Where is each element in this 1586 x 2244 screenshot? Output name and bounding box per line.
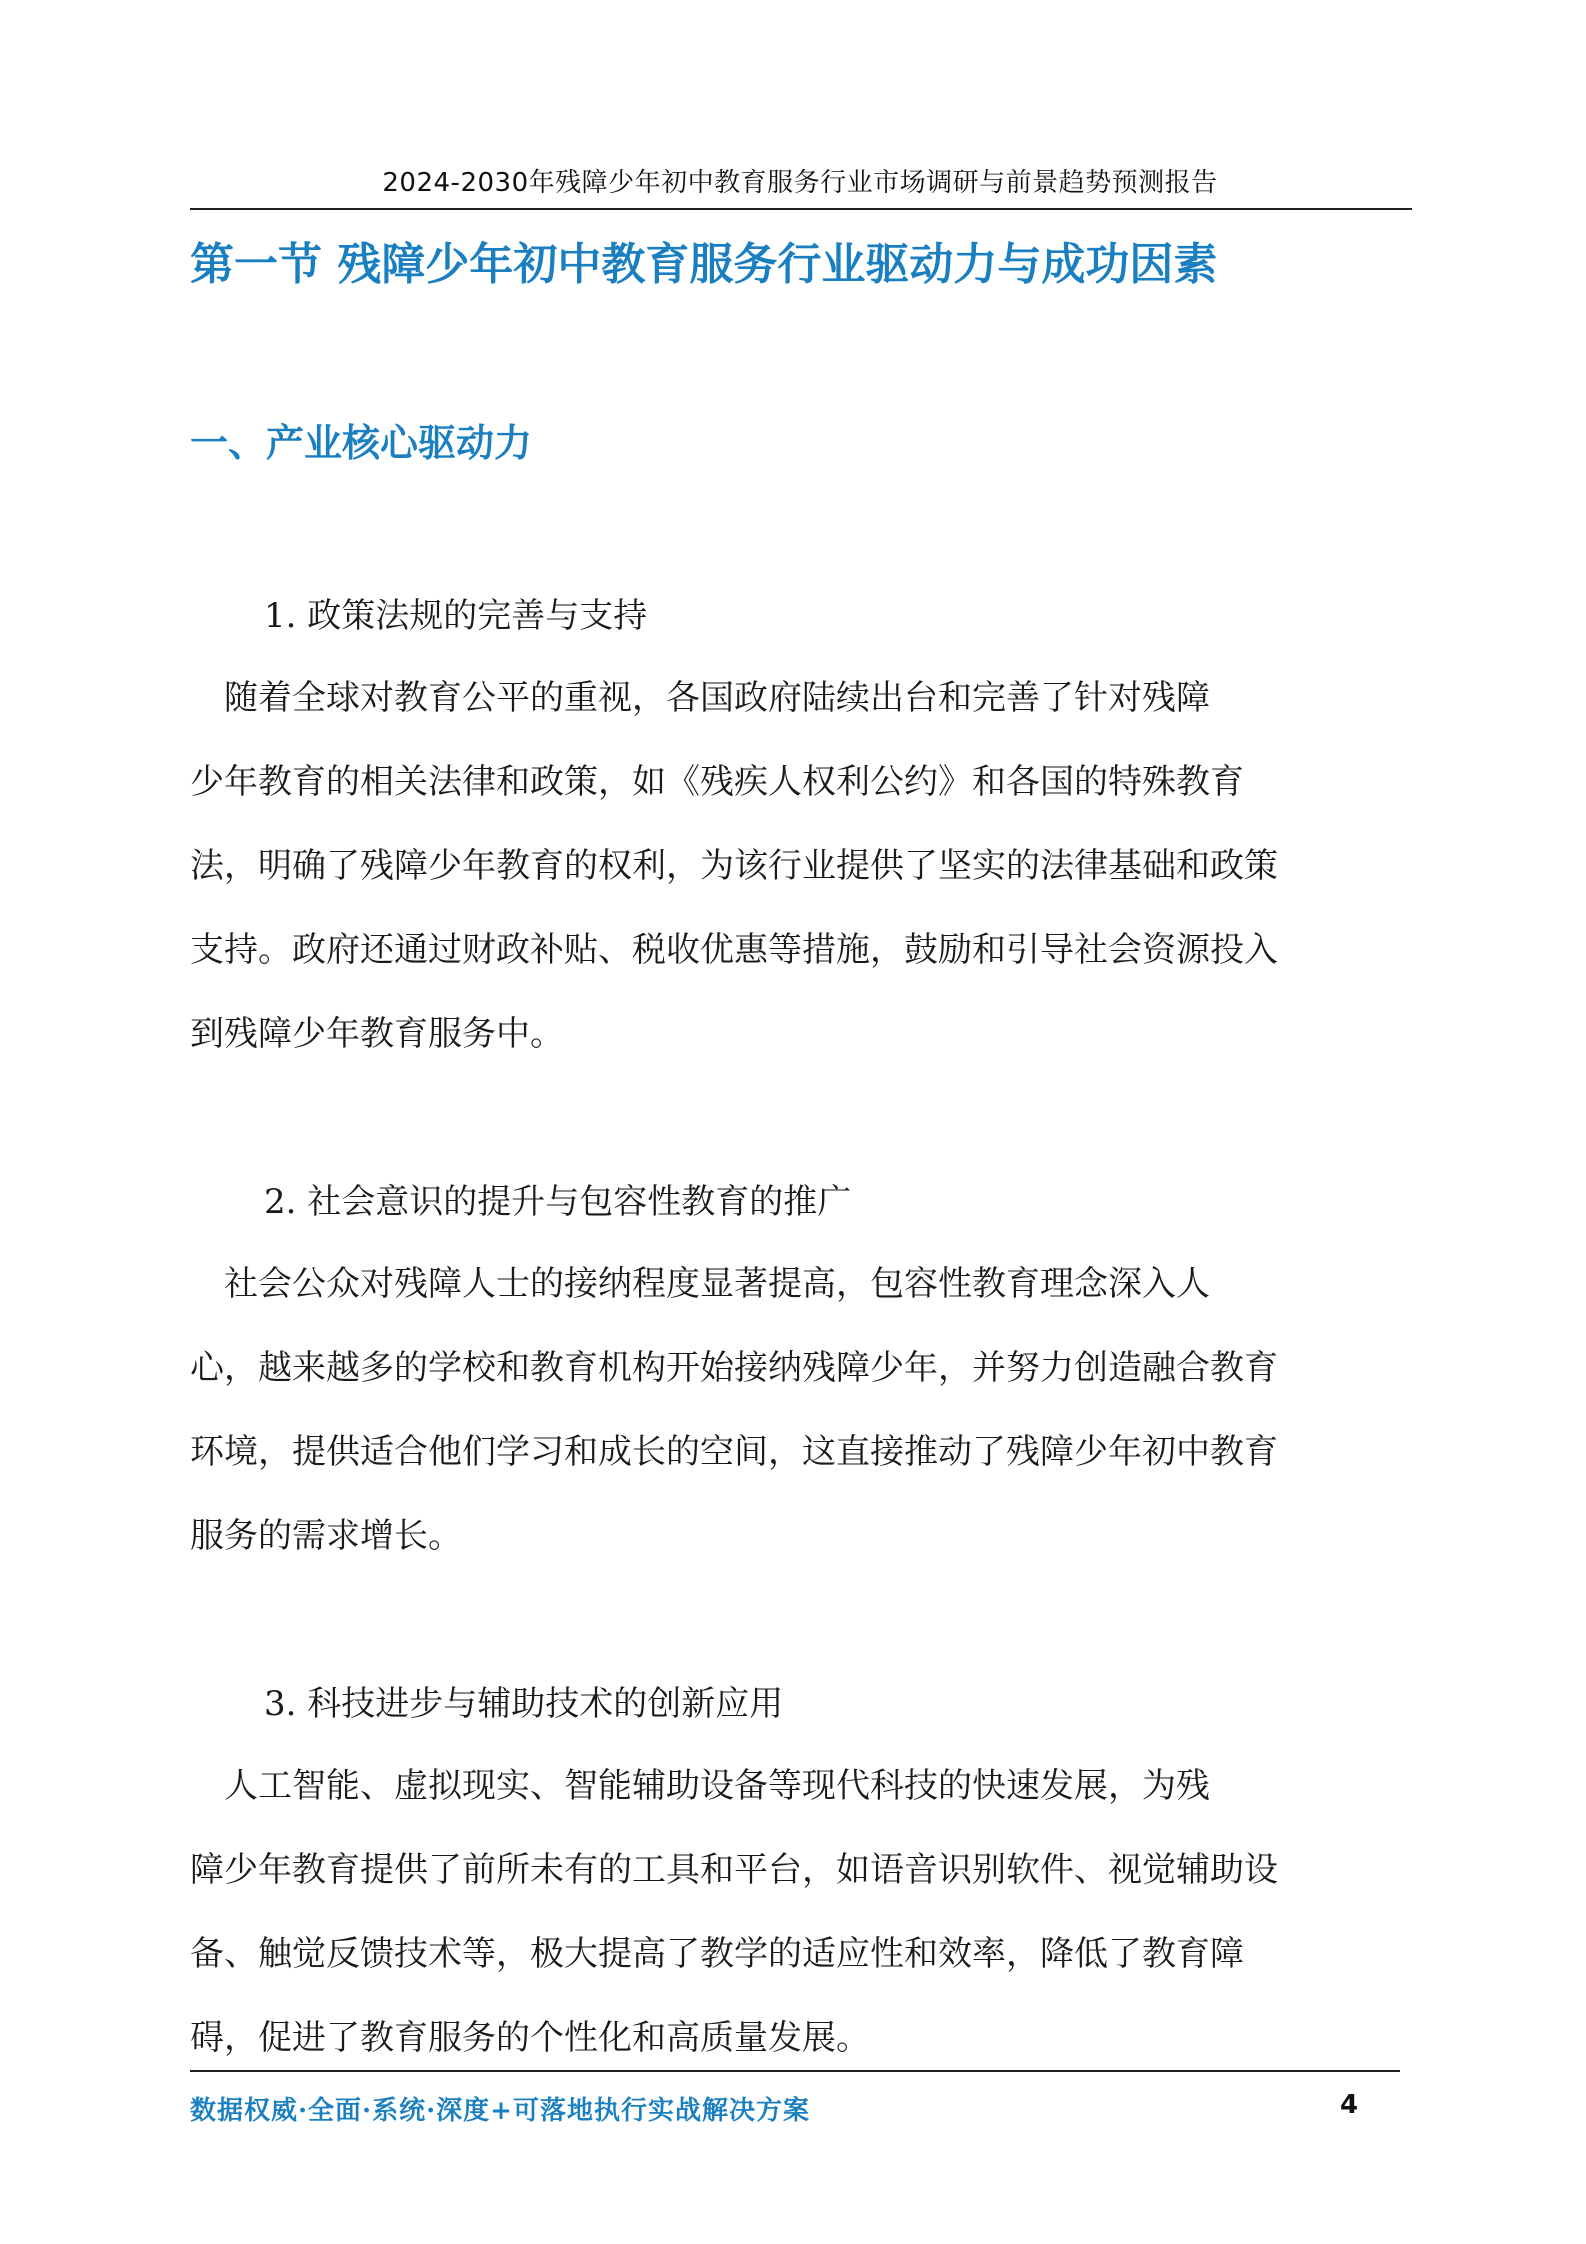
section-title: 第一节 残障少年初中教育服务行业驱动力与成功因素 bbox=[190, 239, 1218, 290]
footer-divider bbox=[190, 2070, 1400, 2072]
paragraph-line: 备、触觉反馈技术等，极大提高了教学的适应性和效率，降低了教育障 bbox=[190, 1934, 1244, 1974]
item-heading-3: 3. 科技进步与辅助技术的创新应用 bbox=[264, 1684, 784, 1724]
paragraph-line: 法，明确了残障少年教育的权利，为该行业提供了坚实的法律基础和政策 bbox=[190, 846, 1278, 886]
paragraph-line: 少年教育的相关法律和政策，如《残疾人权利公约》和各国的特殊教育 bbox=[190, 762, 1244, 802]
paragraph-line: 服务的需求增长。 bbox=[190, 1516, 462, 1556]
paragraph-line: 环境，提供适合他们学习和成长的空间，这直接推动了残障少年初中教育 bbox=[190, 1432, 1278, 1472]
page-number: 4 bbox=[1340, 2090, 1359, 2120]
paragraph-line: 随着全球对教育公平的重视，各国政府陆续出台和完善了针对残障 bbox=[190, 678, 1210, 718]
paragraph-line: 人工智能、虚拟现实、智能辅助设备等现代科技的快速发展，为残 bbox=[190, 1766, 1210, 1806]
item-heading-1: 1. 政策法规的完善与支持 bbox=[264, 596, 648, 636]
item-heading-2: 2. 社会意识的提升与包容性教育的推广 bbox=[264, 1182, 852, 1222]
item-paragraph-1 bbox=[190, 656, 1412, 1076]
item-paragraph-3 bbox=[190, 1744, 1412, 2080]
subsection-title: 一、产业核心驱动力 bbox=[190, 421, 533, 465]
report-header-title: 2024-2030年残障少年初中教育服务行业市场调研与前景趋势预测报告 bbox=[382, 168, 1218, 198]
footer-slogan: 数据权威·全面·系统·深度+可落地执行实战解决方案 bbox=[190, 2096, 810, 2126]
paragraph-line: 障少年教育提供了前所未有的工具和平台，如语音识别软件、视觉辅助设 bbox=[190, 1850, 1278, 1890]
paragraph-line: 碍，促进了教育服务的个性化和高质量发展。 bbox=[190, 2018, 870, 2058]
header-divider bbox=[190, 208, 1412, 210]
paragraph-line: 到残障少年教育服务中。 bbox=[190, 1014, 564, 1054]
paragraph-line: 心，越来越多的学校和教育机构开始接纳残障少年，并努力创造融合教育 bbox=[190, 1348, 1278, 1388]
paragraph-line: 支持。政府还通过财政补贴、税收优惠等措施，鼓励和引导社会资源投入 bbox=[190, 930, 1278, 970]
item-paragraph-2 bbox=[190, 1242, 1412, 1578]
paragraph-line: 社会公众对残障人士的接纳程度显著提高，包容性教育理念深入人 bbox=[190, 1264, 1210, 1304]
